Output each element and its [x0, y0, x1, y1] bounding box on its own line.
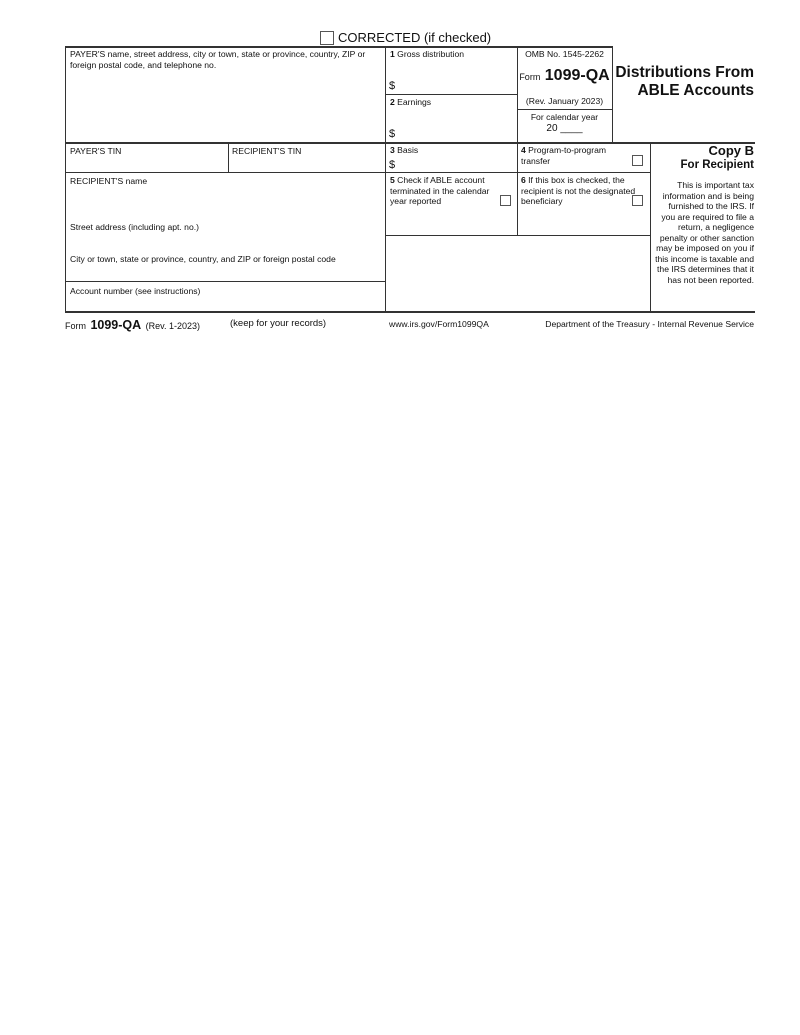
calendar-year: 20 ____: [546, 123, 583, 134]
box1-currency: $: [389, 80, 396, 92]
footer-url[interactable]: www.irs.gov/Form1099QA: [389, 319, 489, 329]
payer-tin-label: PAYER'S TIN: [70, 146, 122, 156]
payer-info-label: PAYER'S name, street address, city or town, state or province, country, ZIP or foreign postal code, and telephone no.: [70, 49, 366, 70]
footer-form-id: Form 1099-QA (Rev. 1-2023): [65, 318, 200, 332]
omb-number: OMB No. 1545-2262: [525, 49, 604, 59]
footer-dept: Department of the Treasury - Internal Revenue Service: [545, 319, 754, 329]
account-label: Account number (see instructions): [70, 286, 201, 296]
box1-label: 1 Gross distribution: [390, 49, 465, 59]
box3-currency: $: [389, 159, 396, 171]
box6-checkbox[interactable]: [632, 195, 643, 206]
box3-label: 3 Basis: [390, 145, 419, 155]
copy-label: Copy B: [708, 143, 754, 158]
recipient-name-label: RECIPIENT'S name: [70, 176, 148, 186]
street-label: Street address (including apt. no.): [70, 222, 199, 232]
revision: (Rev. January 2023): [525, 96, 604, 106]
footer-keep: (keep for your records): [230, 318, 327, 329]
box4-label: 4 Program-to-program transfer: [521, 145, 607, 166]
recipient-tin-label: RECIPIENT'S TIN: [232, 146, 302, 156]
corrected-checkbox[interactable]: [320, 31, 334, 45]
box6-label: 6 If this box is checked, the recipient is not the designated beneficiary: [521, 175, 636, 206]
corrected-label: CORRECTED (if checked): [338, 30, 492, 45]
form-id: Form 1099-QA: [519, 67, 610, 84]
box4-checkbox[interactable]: [632, 155, 643, 166]
notice-text: This is important tax information and is being furnished to the IRS. If you are required to file a return, a negligence penalty or other sanction may be imposed on you if this income is taxable and the IRS determines that it has not been reported.: [655, 180, 754, 285]
box5-label: 5 Check if ABLE account terminated in the calendar year reported: [390, 175, 490, 206]
copy-for: For Recipient: [680, 159, 754, 171]
payer-info-field[interactable]: [66, 60, 385, 142]
form-title: Distributions From ABLE Accounts: [615, 64, 754, 99]
box2-label: 2 Earnings: [390, 97, 432, 107]
calendar-year-field[interactable]: ____: [560, 123, 583, 134]
city-label: City or town, state or province, country, and ZIP or foreign postal code: [70, 254, 336, 264]
calendar-year-label: For calendar year: [530, 112, 599, 122]
box5-checkbox[interactable]: [500, 195, 511, 206]
box2-currency: $: [389, 128, 396, 140]
